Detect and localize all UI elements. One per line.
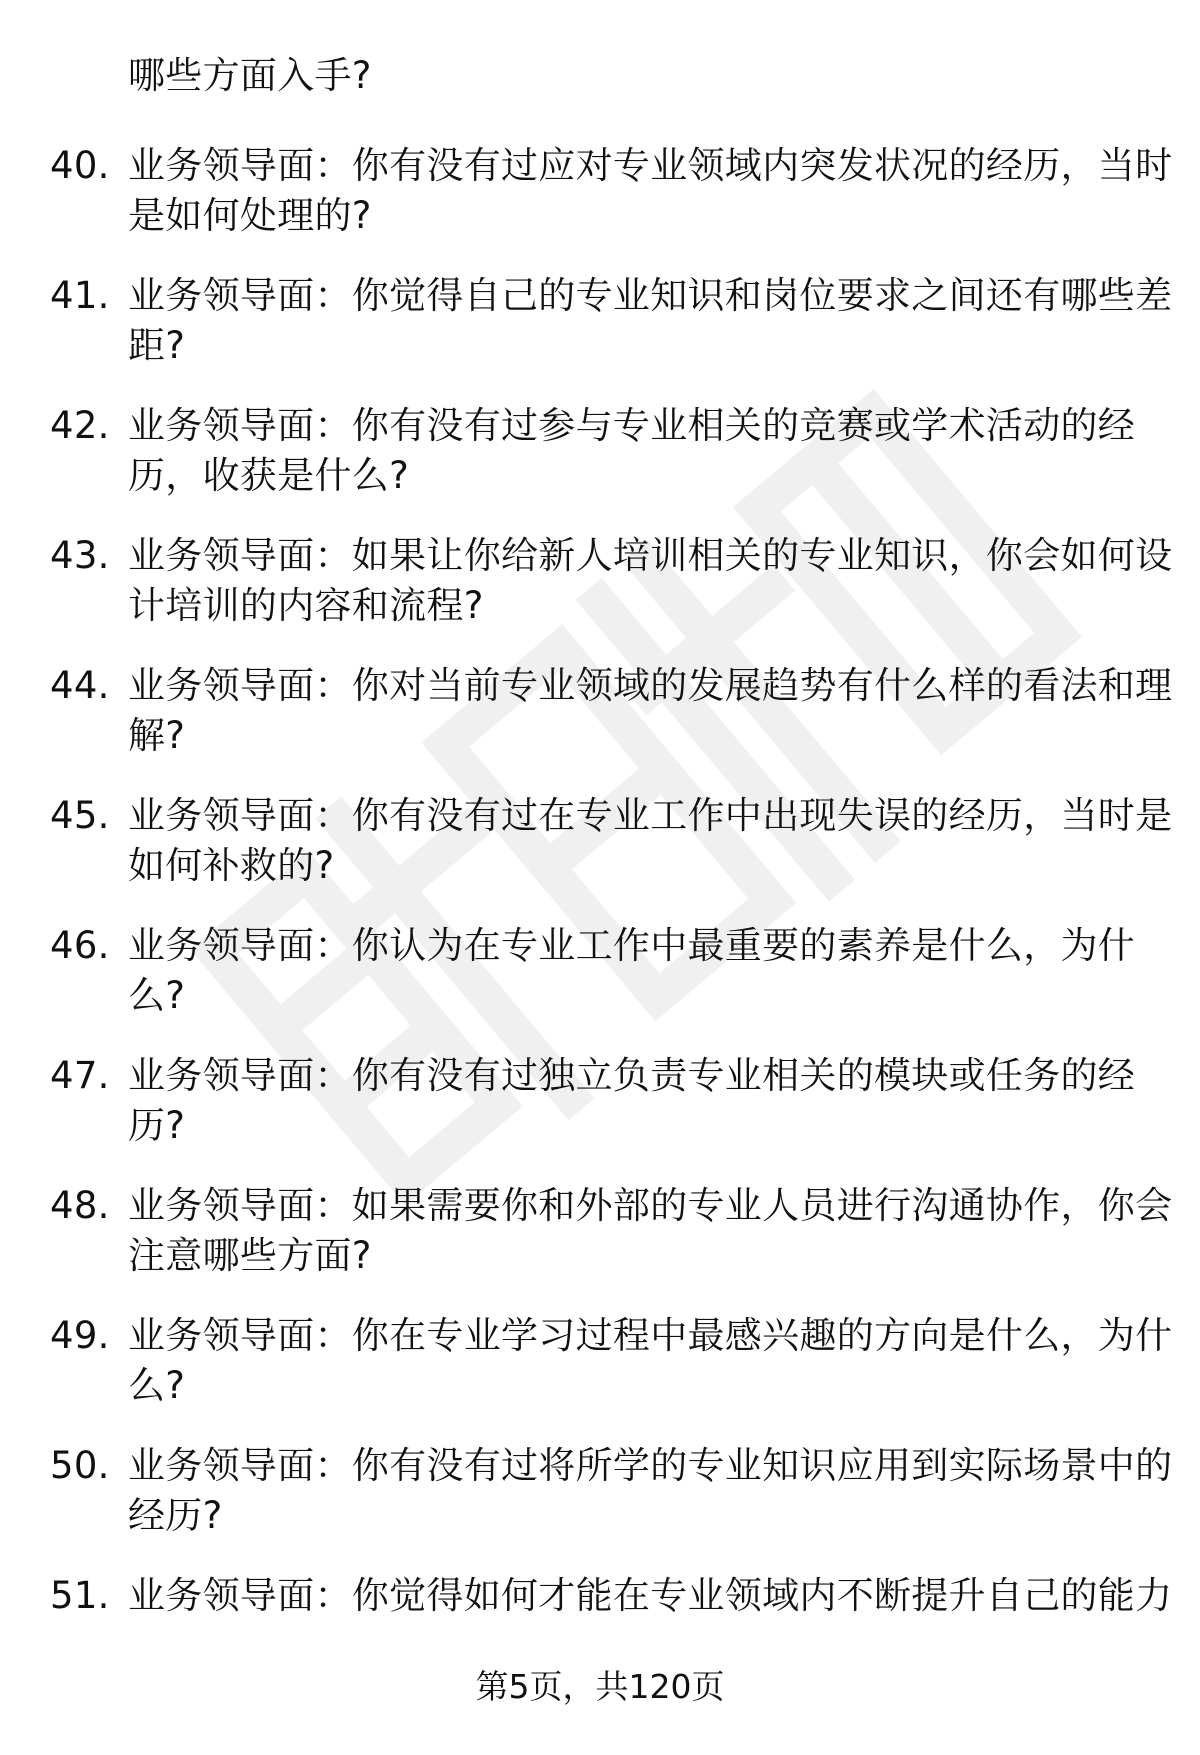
question-text: 么?: [128, 1364, 186, 1407]
question-text: 业务领导面：你有没有过将所学的专业知识应用到实际场景中的: [128, 1444, 1173, 1487]
question-text: 经历?: [128, 1494, 223, 1537]
question-line: [0, 1570, 1200, 1622]
question-line: [0, 190, 1200, 242]
question-number: 51.: [50, 1574, 110, 1617]
question-text: 计培训的内容和流程?: [128, 584, 484, 627]
question-number: 47.: [50, 1054, 110, 1097]
question-line: [0, 1050, 1200, 1102]
question-number: 43.: [50, 534, 110, 577]
question-number: 48.: [50, 1184, 110, 1227]
question-number: 46.: [50, 924, 110, 967]
question-number: 42.: [50, 404, 110, 447]
question-text: 哪些方面入手?: [128, 54, 372, 97]
question-text: 业务领导面：你觉得如何才能在专业领域内不断提升自己的能力: [128, 1574, 1173, 1617]
question-text: 历，收获是什么?: [128, 454, 410, 497]
question-number: 50.: [50, 1444, 110, 1487]
question-text: 业务领导面：你对当前专业领域的发展趋势有什么样的看法和理: [128, 664, 1173, 707]
question-line: [0, 450, 1200, 502]
question-line: [0, 1180, 1200, 1232]
question-line: [0, 1490, 1200, 1542]
question-text: 业务领导面：你有没有过独立负责专业相关的模块或任务的经: [128, 1054, 1136, 1097]
question-text: 是如何处理的?: [128, 194, 372, 237]
question-line: [0, 920, 1200, 972]
question-text: 业务领导面：如果需要你和外部的专业人员进行沟通协作，你会: [128, 1184, 1173, 1227]
page-footer: 第5页，共120页: [475, 1667, 725, 1706]
question-line: [0, 50, 1200, 102]
question-text: 如何补救的?: [128, 844, 335, 887]
question-number: 41.: [50, 274, 110, 317]
question-line: [0, 660, 1200, 712]
question-line: [0, 140, 1200, 192]
question-text: 业务领导面：你认为在专业工作中最重要的素养是什么，为什: [128, 924, 1136, 967]
question-line: [0, 400, 1200, 452]
question-line: [0, 530, 1200, 582]
question-line: [0, 1310, 1200, 1362]
question-line: [0, 970, 1200, 1022]
question-line: [0, 840, 1200, 892]
question-line: [0, 320, 1200, 372]
question-text: 业务领导面：你觉得自己的专业知识和岗位要求之间还有哪些差: [128, 274, 1173, 317]
question-text: 距?: [128, 324, 186, 367]
question-line: [0, 1360, 1200, 1412]
question-text: 业务领导面：你有没有过在专业工作中出现失误的经历，当时是: [128, 794, 1173, 837]
question-line: [0, 580, 1200, 632]
question-line: [0, 270, 1200, 322]
question-line: [0, 790, 1200, 842]
question-text: 解?: [128, 714, 186, 757]
question-text: 业务领导面：如果让你给新人培训相关的专业知识，你会如何设: [128, 534, 1173, 577]
question-number: 44.: [50, 664, 110, 707]
question-text: 么?: [128, 974, 186, 1017]
question-text: 注意哪些方面?: [128, 1234, 372, 1277]
question-line: [0, 710, 1200, 762]
question-number: 45.: [50, 794, 110, 837]
question-text: 业务领导面：你有没有过应对专业领域内突发状况的经历，当时: [128, 144, 1173, 187]
question-text: 业务领导面：你有没有过参与专业相关的竞赛或学术活动的经: [128, 404, 1136, 447]
question-text: 历?: [128, 1104, 186, 1147]
question-line: [0, 1440, 1200, 1492]
question-text: 业务领导面：你在专业学习过程中最感兴趣的方向是什么，为什: [128, 1314, 1173, 1357]
question-number: 49.: [50, 1314, 110, 1357]
question-number: 40.: [50, 144, 110, 187]
question-line: [0, 1230, 1200, 1282]
question-line: [0, 1100, 1200, 1152]
